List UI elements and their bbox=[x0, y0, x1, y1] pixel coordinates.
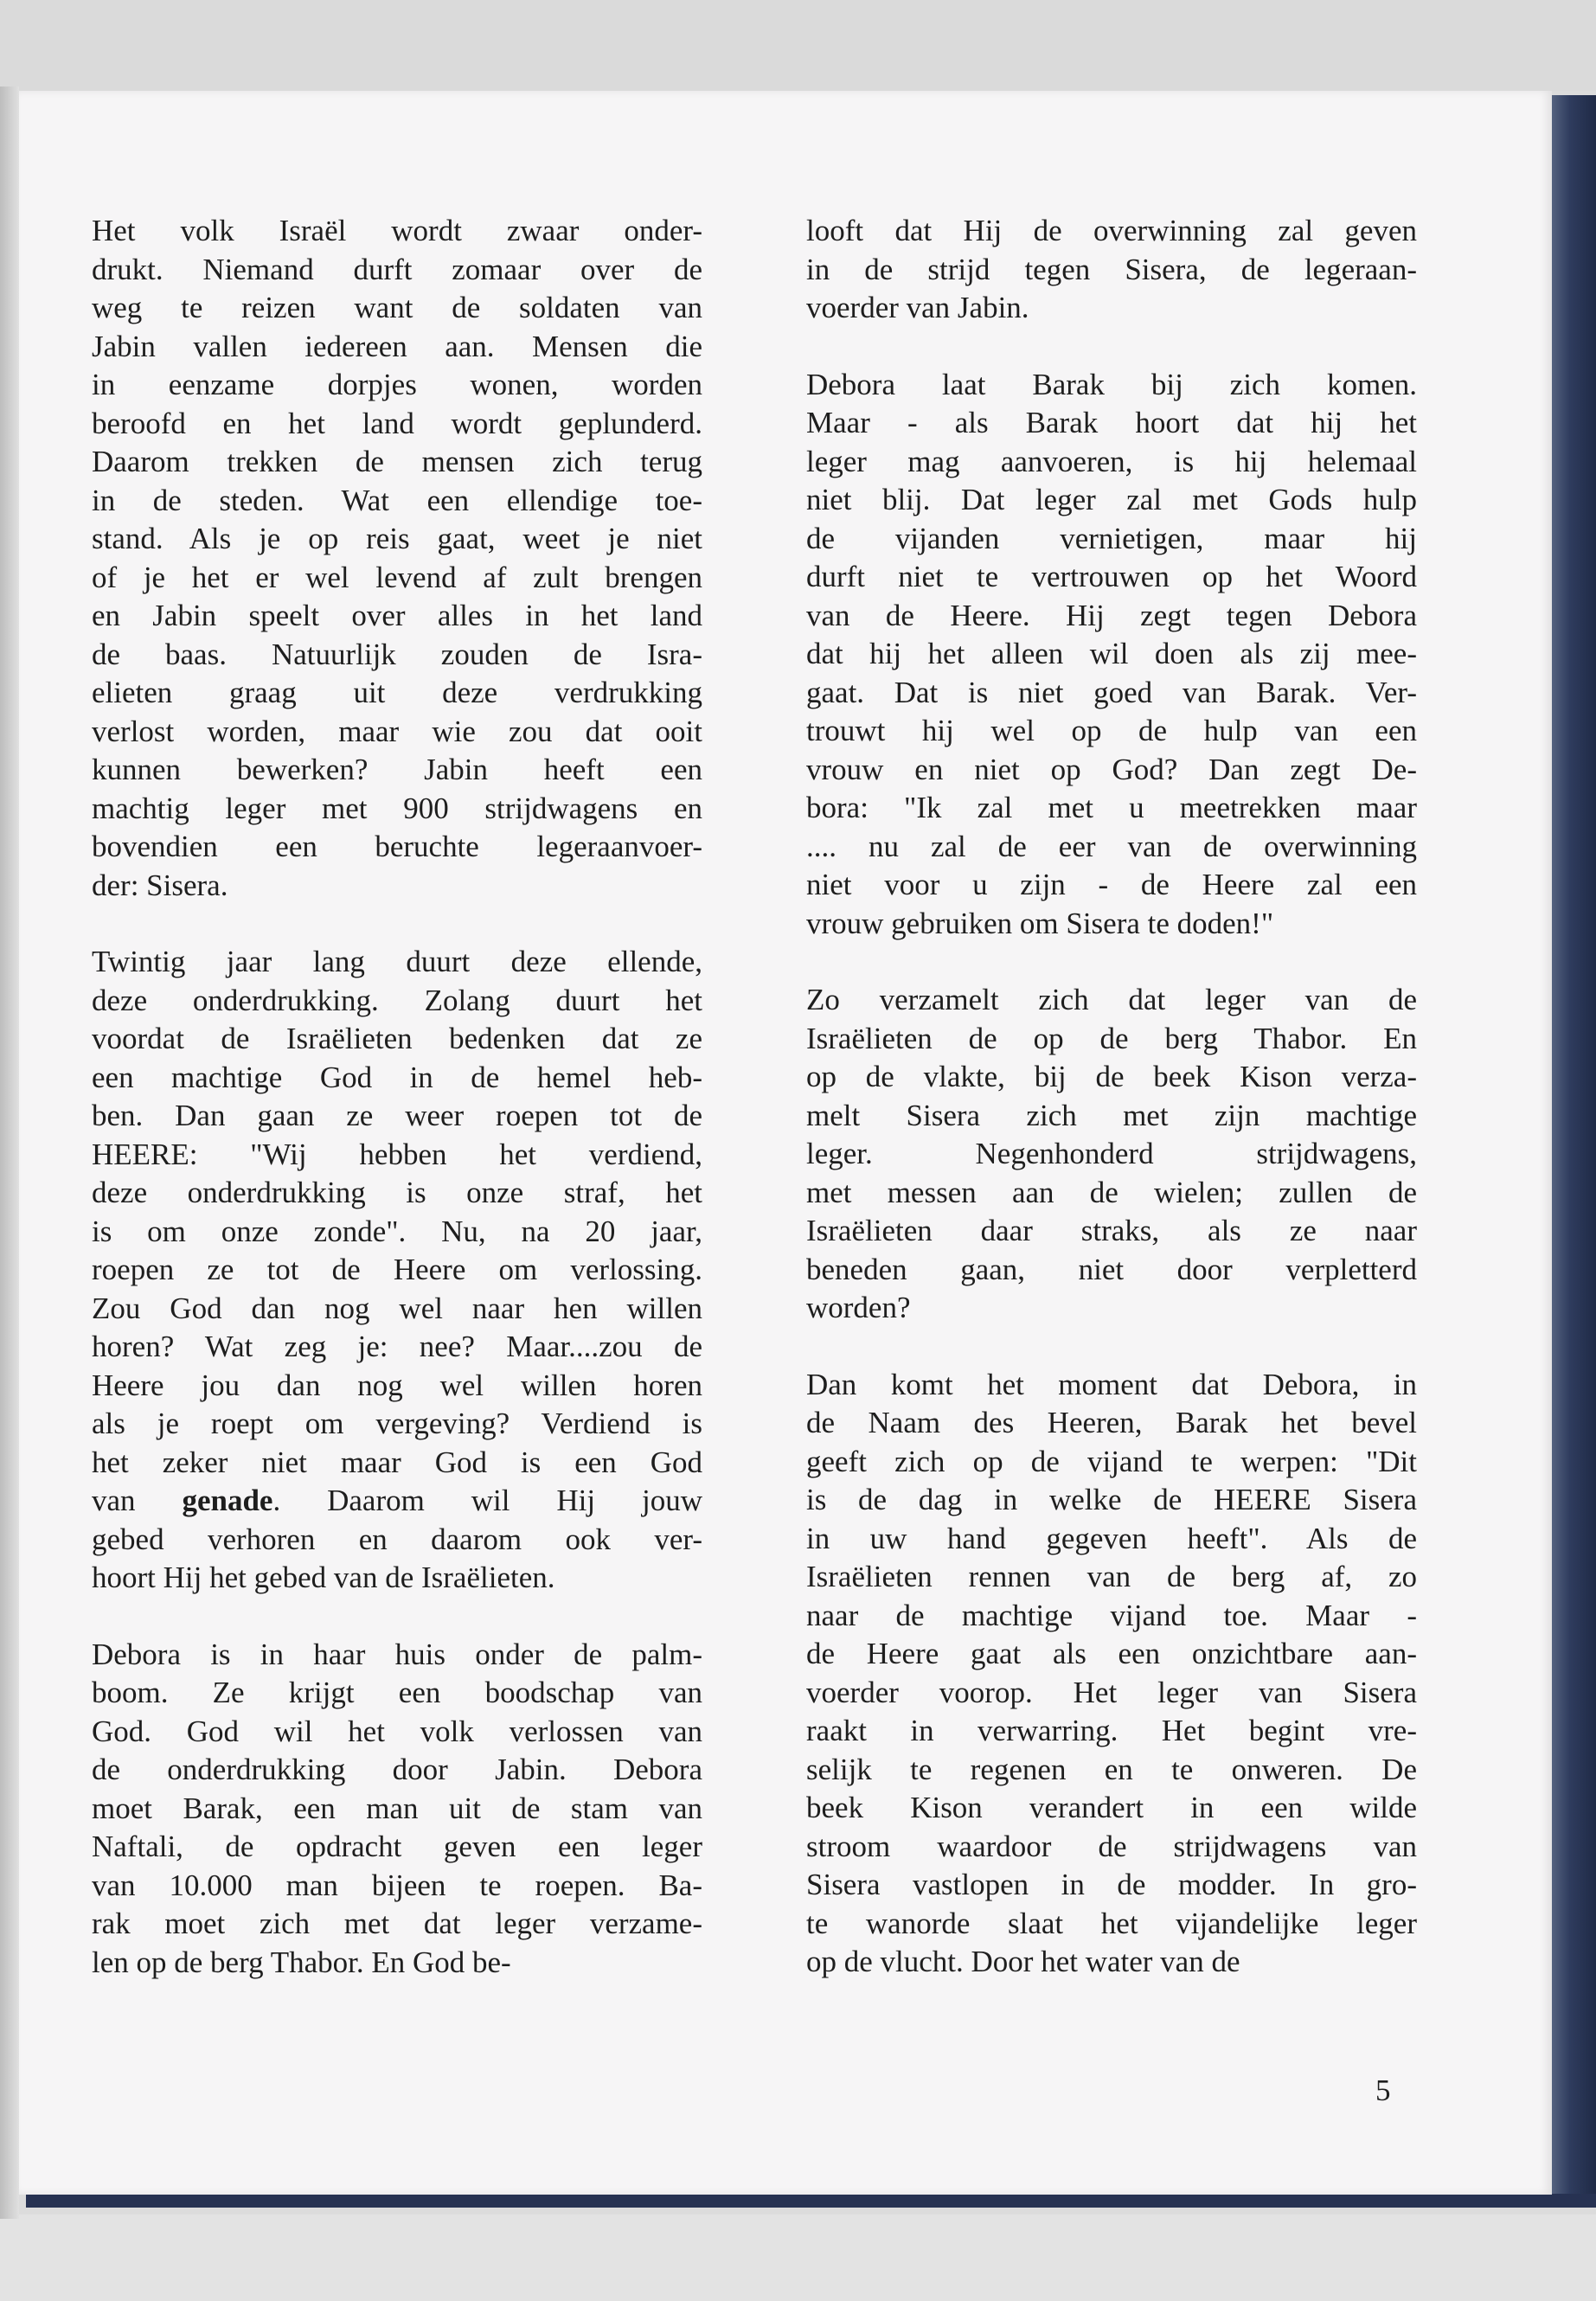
text-line: beek Kison verandert in een wilde bbox=[806, 1791, 1417, 1824]
paragraph bbox=[806, 366, 1417, 944]
text-line: de onderdrukking door Jabin. Debora bbox=[92, 1753, 702, 1786]
text-line: leger mag aanvoeren, is hij helemaal bbox=[806, 444, 1417, 478]
text-line: machtig leger met 900 strijdwagens en bbox=[92, 791, 702, 825]
text-line: raakt in verwarring. Het begint vre- bbox=[806, 1714, 1417, 1747]
text-line: de Naam des Heeren, Barak het bevel bbox=[806, 1406, 1417, 1439]
text-line: bora: "Ik zal met u meetrekken maar bbox=[806, 791, 1417, 824]
page-sheet bbox=[19, 91, 1552, 2195]
text-line: de Heere gaat als een onzichtbare aan- bbox=[806, 1637, 1417, 1670]
text-line: deze onderdrukking. Zolang duurt het bbox=[92, 983, 702, 1017]
text-line: het zeker niet maar God is een God bbox=[92, 1445, 702, 1479]
text-line: kunnen bewerken? Jabin heeft een bbox=[92, 753, 702, 786]
text-line: op de vlakte, bij de beek Kison verza- bbox=[806, 1060, 1417, 1093]
text-line: leger. Negenhonderd strijdwagens, bbox=[806, 1137, 1417, 1170]
text-line: melt Sisera zich met zijn machtige bbox=[806, 1098, 1417, 1132]
text-line: gebed verhoren en daarom ook ver- bbox=[92, 1522, 702, 1556]
text-line: in uw hand gegeven heeft". Als de bbox=[806, 1521, 1417, 1555]
text-line: en Jabin speelt over alles in het land bbox=[92, 599, 702, 632]
text-line: looft dat Hij de overwinning zal geven bbox=[806, 214, 1417, 247]
text-line: beneden gaan, niet door verpletterd bbox=[806, 1252, 1417, 1286]
text-line: God. God wil het volk verlossen van bbox=[92, 1714, 702, 1748]
text-line: HEERE: "Wij hebben het verdiend, bbox=[92, 1137, 702, 1171]
text-line: op de vlucht. Door het water van de bbox=[806, 1945, 1240, 1978]
text-line: ben. Dan gaan ze weer roepen tot de bbox=[92, 1099, 702, 1132]
text-line: .... nu zal de eer van de overwinning bbox=[806, 829, 1417, 863]
text-line: een machtige God in de hemel heb- bbox=[92, 1060, 702, 1094]
text-line: gaat. Dat is niet goed van Barak. Ver- bbox=[806, 675, 1417, 709]
text-line: Maar - als Barak hoort dat hij het bbox=[806, 406, 1417, 439]
text-line: is om onze zonde". Nu, na 20 jaar, bbox=[92, 1214, 702, 1248]
page-number: 5 bbox=[1375, 2073, 1391, 2107]
text-line: stroom waardoor de strijdwagens van bbox=[806, 1829, 1417, 1863]
text-line: te wanorde slaat het vijandelijke leger bbox=[806, 1906, 1417, 1940]
text-line: van de Heere. Hij zegt tegen Debora bbox=[806, 598, 1417, 632]
scan-background-top bbox=[0, 0, 1596, 91]
text-line: is de dag in welke de HEERE Sisera bbox=[806, 1483, 1417, 1516]
text-line: horen? Wat zeg je: nee? Maar....zou de bbox=[92, 1330, 702, 1363]
paragraph bbox=[806, 212, 1417, 328]
text-line: stand. Als je op reis gaat, weet je niet bbox=[92, 522, 702, 555]
text-line: Israëlieten rennen van de berg af, zo bbox=[806, 1560, 1417, 1593]
text-line: deze onderdrukking is onze straf, het bbox=[92, 1176, 702, 1209]
text-line: niet blij. Dat leger zal met Gods hulp bbox=[806, 483, 1417, 516]
text-line: in de strijd tegen Sisera, de legeraan- bbox=[806, 252, 1417, 286]
text-line: met messen aan de wielen; zullen de bbox=[806, 1175, 1417, 1209]
text-line: in eenzame dorpjes wonen, worden bbox=[92, 368, 702, 401]
text-line: Jabin vallen iedereen aan. Mensen die bbox=[92, 329, 702, 363]
text-line: voerder voorop. Het leger van Sisera bbox=[806, 1675, 1417, 1709]
text-line: als je roept om vergeving? Verdiend is bbox=[92, 1407, 702, 1440]
text-line: weg te reizen want de soldaten van bbox=[92, 291, 702, 324]
text-line: Israëlieten de op de berg Thabor. En bbox=[806, 1021, 1417, 1055]
text-line: trouwt hij wel op de hulp van een bbox=[806, 714, 1417, 747]
text-line: Heere jou dan nog wel willen horen bbox=[92, 1368, 702, 1402]
text-line: dat hij het alleen wil doen als zij mee- bbox=[806, 637, 1417, 670]
text-line: Sisera vastlopen in de modder. In gro- bbox=[806, 1868, 1417, 1901]
text-line: hoort Hij het gebed van de Israëlieten. bbox=[92, 1561, 555, 1594]
text-line: voerder van Jabin. bbox=[806, 291, 1029, 324]
text-line: de baas. Natuurlijk zouden de Isra- bbox=[92, 637, 702, 671]
text-line: Debora laat Barak bij zich komen. bbox=[806, 367, 1417, 401]
text-line: Dan komt het moment dat Debora, in bbox=[806, 1367, 1417, 1401]
text-line: van genade. Daarom wil Hij jouw bbox=[92, 1484, 702, 1517]
book-cover-edge bbox=[1548, 95, 1596, 2197]
text-line: worden? bbox=[806, 1291, 911, 1324]
page-gutter-edge bbox=[0, 87, 19, 2219]
scan-background-bottom bbox=[0, 2214, 1596, 2301]
emphasized-word: genade bbox=[182, 1484, 273, 1517]
left-text-column bbox=[92, 212, 702, 2020]
text-line: de vijanden vernietigen, maar hij bbox=[806, 521, 1417, 555]
text-line: selijk te regenen en te onweren. De bbox=[806, 1752, 1417, 1786]
text-line: van 10.000 man bijeen te roepen. Ba- bbox=[92, 1868, 702, 1902]
text-line: Twintig jaar lang duurt deze ellende, bbox=[92, 945, 702, 978]
text-line: niet voor u zijn - de Heere zal een bbox=[806, 868, 1417, 901]
text-line: Daarom trekken de mensen zich terug bbox=[92, 445, 702, 478]
text-line: beroofd en het land wordt geplunderd. bbox=[92, 406, 702, 440]
right-text-column bbox=[806, 212, 1417, 2020]
text-line: moet Barak, een man uit de stam van bbox=[92, 1791, 702, 1825]
paragraph bbox=[92, 943, 702, 1598]
text-line: roepen ze tot de Heere om verlossing. bbox=[92, 1253, 702, 1286]
book-cover-bottom-edge bbox=[26, 2194, 1596, 2208]
text-line: Het volk Israël wordt zwaar onder- bbox=[92, 214, 702, 247]
text-line: Naftali, de opdracht geven een leger bbox=[92, 1830, 702, 1863]
text-line: elieten graag uit deze verdrukking bbox=[92, 676, 702, 709]
paragraph bbox=[806, 1366, 1417, 1982]
paragraph bbox=[92, 1636, 702, 1983]
text-line: in de steden. Wat een ellendige toe- bbox=[92, 483, 702, 517]
text-line: geeft zich op de vijand te werpen: "Dit bbox=[806, 1444, 1417, 1478]
text-line: vrouw en niet op God? Dan zegt De- bbox=[806, 752, 1417, 786]
text-line: naar de machtige vijand toe. Maar - bbox=[806, 1598, 1417, 1632]
paragraph bbox=[806, 981, 1417, 1328]
text-line: Israëlieten daar straks, als ze naar bbox=[806, 1214, 1417, 1247]
text-line: bovendien een beruchte legeraanvoer- bbox=[92, 830, 702, 863]
text-line: Zo verzamelt zich dat leger van de bbox=[806, 983, 1417, 1016]
text-line: der: Sisera. bbox=[92, 868, 228, 902]
text-line: rak moet zich met dat leger verzame- bbox=[92, 1907, 702, 1940]
paragraph bbox=[92, 212, 702, 905]
text-line: verlost worden, maar wie zou dat ooit bbox=[92, 714, 702, 748]
text-line: drukt. Niemand durft zomaar over de bbox=[92, 252, 702, 286]
text-line: Zou God dan nog wel naar hen willen bbox=[92, 1291, 702, 1325]
text-line: vrouw gebruiken om Sisera te doden!" bbox=[806, 906, 1274, 940]
text-line: voordat de Israëlieten bedenken dat ze bbox=[92, 1022, 702, 1055]
text-line: len op de berg Thabor. En God be- bbox=[92, 1945, 511, 1979]
text-line: Debora is in haar huis onder de palm- bbox=[92, 1637, 702, 1671]
text-line: durft niet te vertrouwen op het Woord bbox=[806, 560, 1417, 593]
text-line: boom. Ze krijgt een boodschap van bbox=[92, 1676, 702, 1709]
text-line: of je het er wel levend af zult brengen bbox=[92, 560, 702, 594]
